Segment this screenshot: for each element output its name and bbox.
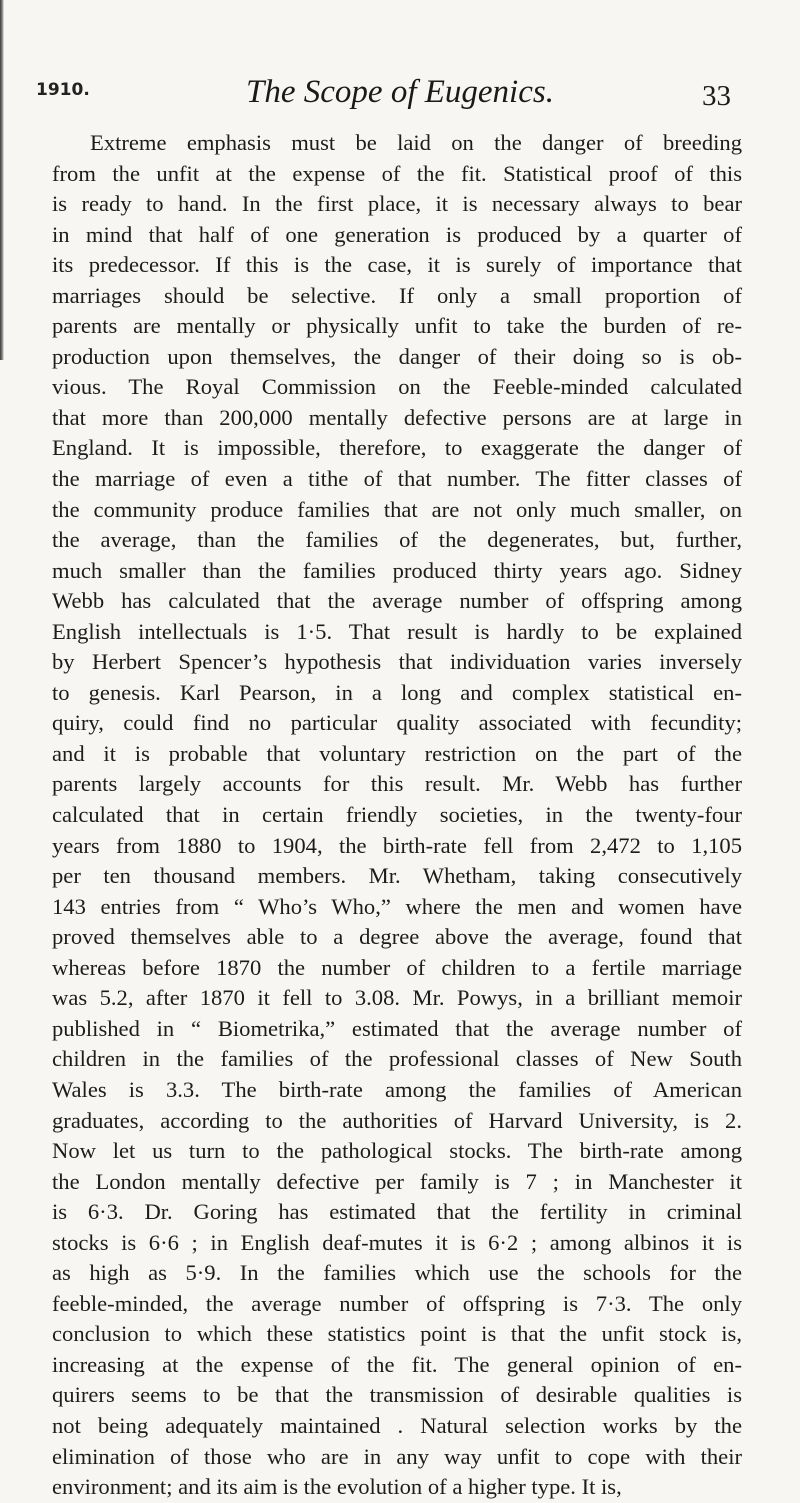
running-title: The Scope of Eugenics. [246, 74, 554, 110]
text-line: environment; and its aim is the evolution of a higher type. It is, [52, 1474, 622, 1500]
text-line: to genesis. Karl Pearson, in a long and complex statistical en- [52, 679, 742, 705]
text-line: production upon themselves, the danger of their doing so is ob- [52, 343, 742, 369]
text-line: proved themselves able to a degree above the average, found that [52, 924, 742, 950]
text-line: the average, than the families of the degenerates, but, further, [52, 527, 742, 553]
text-line: feeble-minded, the average number of offspring is 7·3. The only [52, 1290, 742, 1316]
header-year: 1910. [36, 80, 90, 100]
text-line: the marriage of even a tithe of that number. The fitter classes of [52, 466, 742, 492]
text-line: stocks is 6·6 ; in English deaf-mutes it is 6·2 ; among albinos it is [52, 1229, 742, 1255]
text-line: not being adequately maintained . Natural selection works by the [52, 1412, 742, 1438]
text-line: quirers seems to be that the transmission of desirable qualities is [52, 1382, 742, 1408]
text-line: whereas before 1870 the number of children to a fertile marriage [52, 954, 742, 980]
text-line: England. It is impossible, therefore, to exaggerate the danger of [52, 435, 742, 461]
text-line: from the unfit at the expense of the fit. Statistical proof of this [52, 160, 742, 186]
text-line: years from 1880 to 1904, the birth-rate fell from 2,472 to 1,105 [52, 832, 742, 858]
text-line: parents largely accounts for this result. Mr. Webb has further [52, 771, 742, 797]
text-line: that more than 200,000 mentally defective persons are at large in [52, 404, 742, 430]
text-line: in mind that half of one generation is produced by a quarter of [52, 221, 742, 247]
text-line: conclusion to which these statistics point is that the unfit stock is, [52, 1321, 742, 1347]
text-line: Extreme emphasis must be laid on the danger of breeding [90, 130, 742, 155]
page-edge-shadow [0, 0, 4, 360]
text-line: children in the families of the professional classes of New South [52, 1046, 742, 1072]
text-line: per ten thousand members. Mr. Whetham, taking consecutively [52, 863, 742, 889]
text-line: elimination of those who are in any way unfit to cope with their [52, 1443, 742, 1469]
text-line: is 6·3. Dr. Goring has estimated that the fertility in criminal [52, 1199, 742, 1225]
text-line: published in “ Biometrika,” estimated that the average number of [52, 1015, 742, 1041]
text-line: graduates, according to the authorities of Harvard University, is 2. [52, 1107, 742, 1133]
text-line: and it is probable that voluntary restriction on the part of the [52, 740, 742, 766]
text-line: English intellectuals is 1·5. That result is hardly to be explained [52, 618, 742, 644]
text-line: vious. The Royal Commission on the Feeble-minded calculated [52, 374, 742, 400]
running-header [0, 74, 800, 124]
text-line: Wales is 3.3. The birth-rate among the families of American [52, 1076, 742, 1102]
body-paragraph [52, 128, 742, 1503]
text-line: by Herbert Spencer’s hypothesis that individuation varies inversely [52, 649, 742, 675]
page-number: 33 [702, 80, 731, 112]
text-line: was 5.2, after 1870 it fell to 3.08. Mr. Powys, in a brilliant memoir [52, 985, 742, 1011]
text-line: Webb has calculated that the average number of offspring among [52, 588, 742, 614]
text-line: as high as 5·9. In the families which use the schools for the [52, 1260, 742, 1286]
text-line: 143 entries from “ Who’s Who,” where the men and women have [52, 893, 742, 919]
text-line: much smaller than the families produced thirty years ago. Sidney [52, 557, 742, 583]
text-line: increasing at the expense of the fit. The general opinion of en- [52, 1351, 742, 1377]
text-line: calculated that in certain friendly societies, in the twenty-four [52, 802, 742, 828]
text-line: its predecessor. If this is the case, it is surely of importance that [52, 252, 742, 278]
text-line: the London mentally defective per family is 7 ; in Manchester it [52, 1168, 742, 1194]
text-line: parents are mentally or physically unfit to take the burden of re- [52, 313, 742, 339]
text-line: marriages should be selective. If only a small proportion of [52, 282, 742, 308]
text-line: Now let us turn to the pathological stocks. The birth-rate among [52, 1138, 742, 1164]
text-line: the community produce families that are not only much smaller, on [52, 496, 742, 522]
text-line: is ready to hand. In the first place, it is necessary always to bear [52, 191, 742, 217]
text-line: quiry, could find no particular quality associated with fecundity; [52, 710, 742, 736]
